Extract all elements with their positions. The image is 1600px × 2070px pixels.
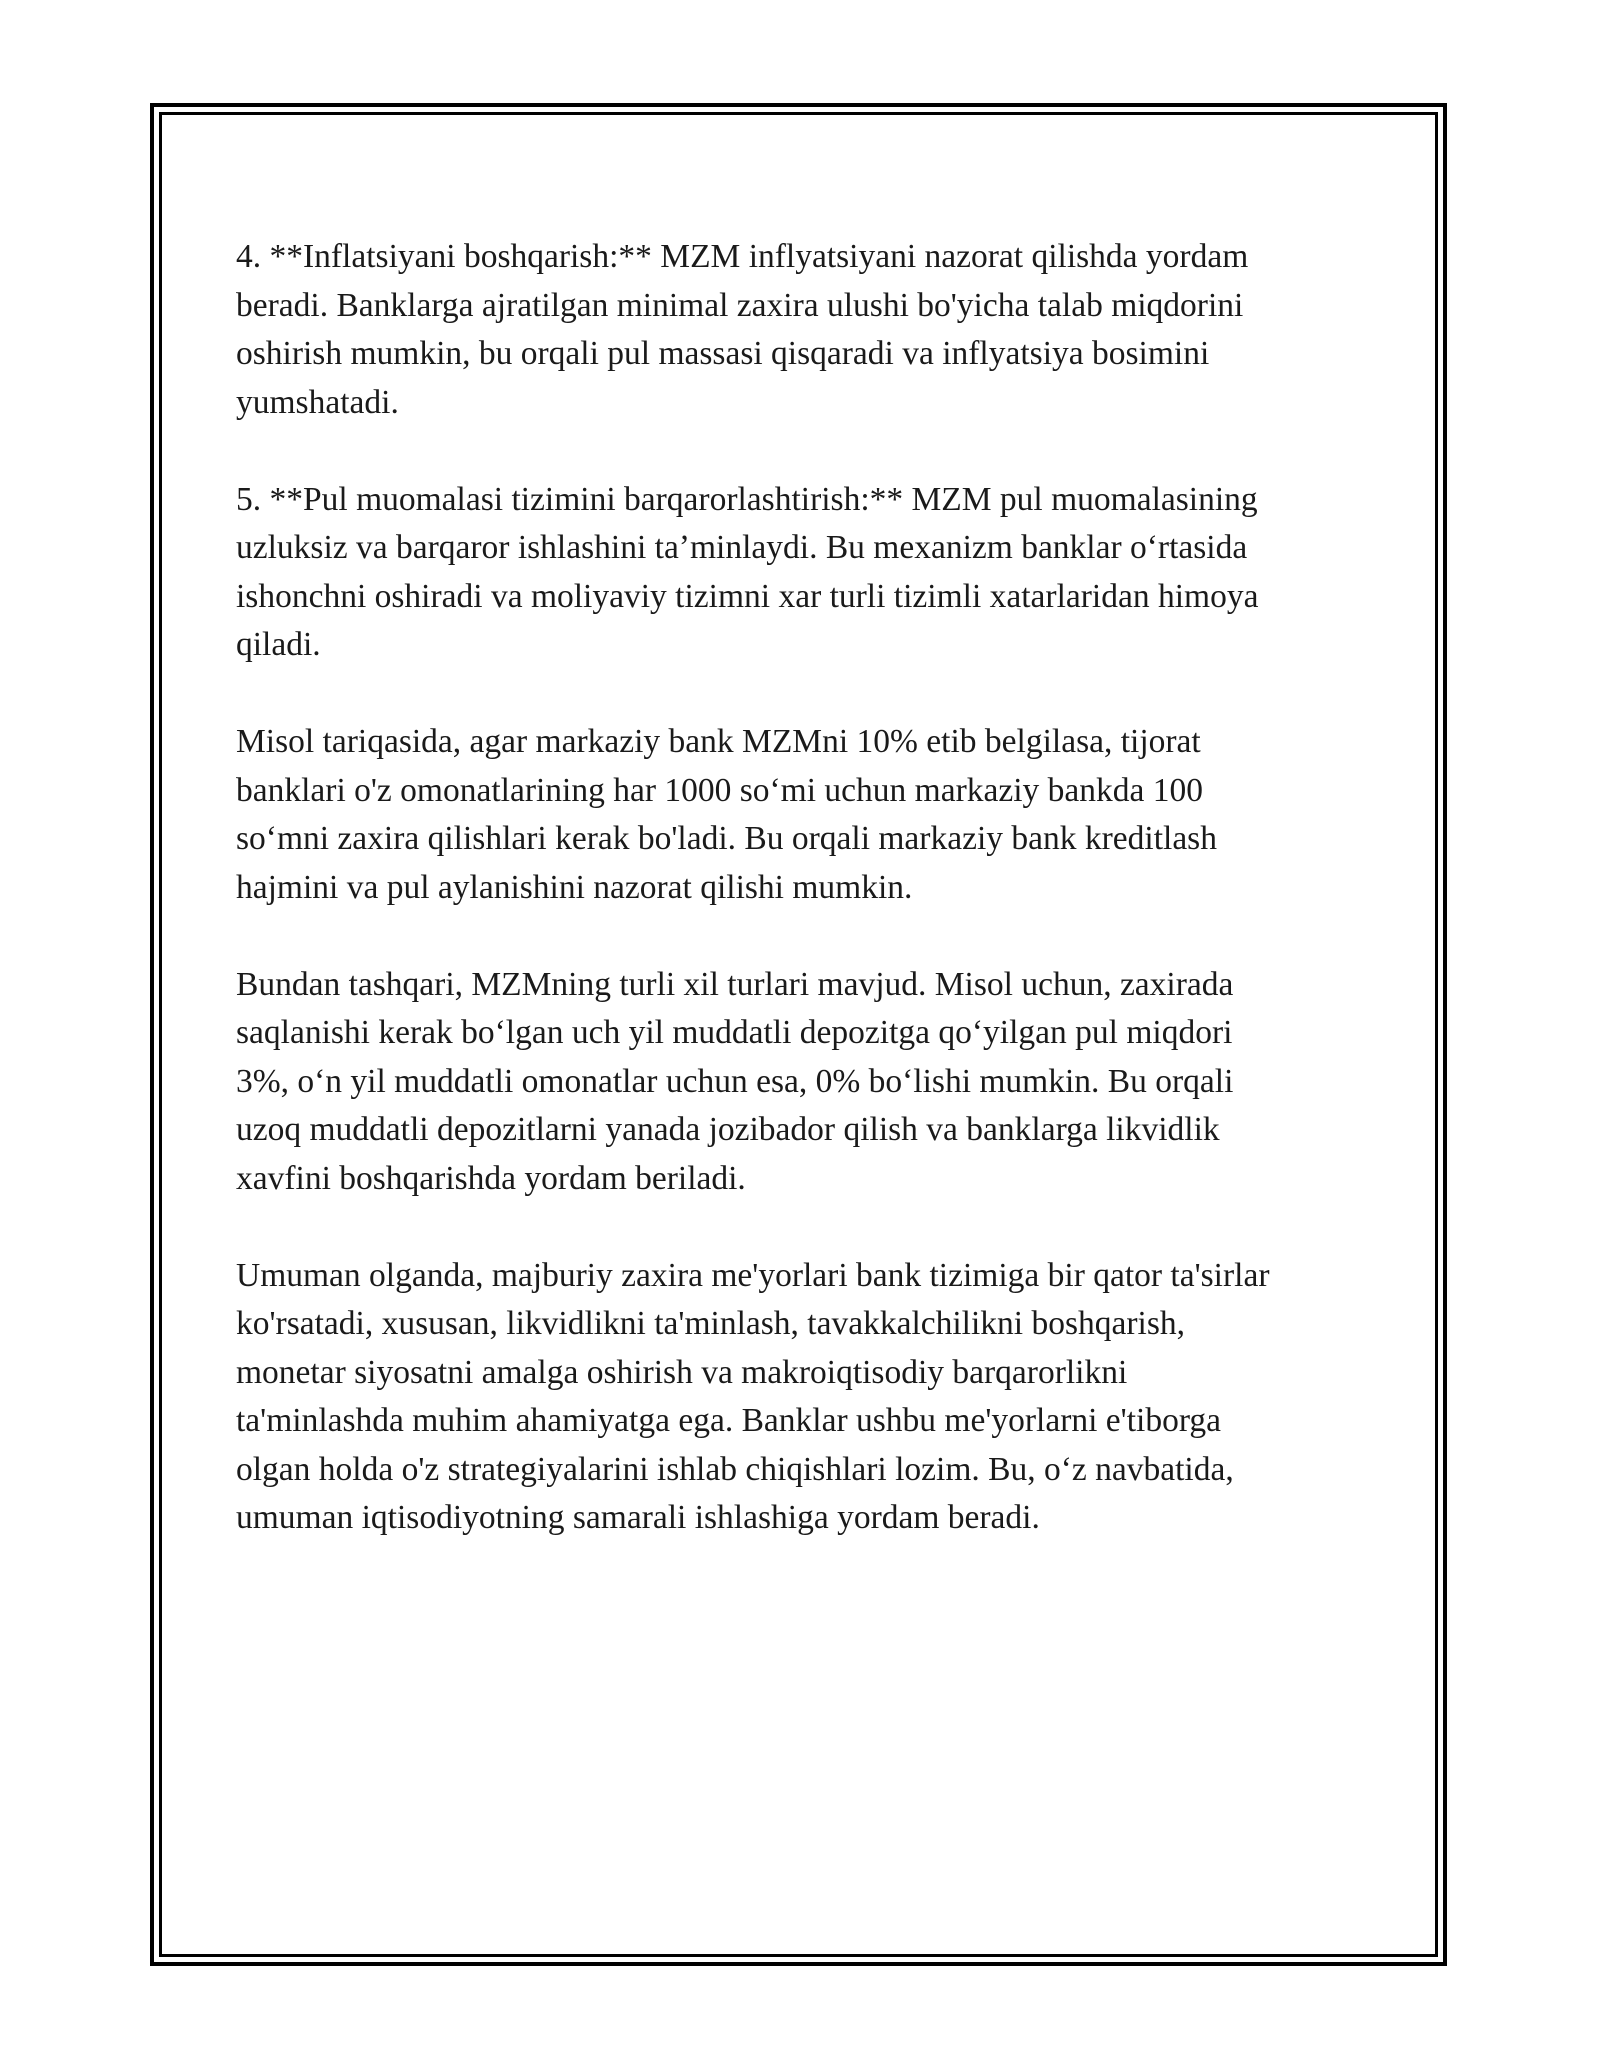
paragraph-inflation-management: 4. **Inflatsiyani boshqarish:** MZM inflyatsiyani nazorat qilishda yordam beradi. Banklarga ajratilgan minimal zaxira ulushi bo'yicha talab miqdorini oshirish mumkin, bu orqali pul massasi qisqaradi va inflyatsiya bosimini yumshatadi. [236,238,1249,421]
paragraph-reserve-types: Bundan tashqari, MZMning turli xil turlari mavjud. Misol uchun, zaxirada saqlanishi kerak boʻlgan uch yil muddatli depozitga qoʻyilgan pul miqdori 3%, oʻn yil muddatli omonatlar uchun esa, 0% boʻlishi mumkin. Bu orqali uzoq muddatli depozitlarni yanada jozibador qilish va banklarga likvidlik xavfini boshqarishda yordam beriladi. [236,965,1234,1197]
paragraph-example: Misol tariqasida, agar markaziy bank MZMni 10% etib belgilasa, tijorat banklari o'z omonatlarining har 1000 soʻmi uchun markaziy bankda 100 soʻmni zaxira qilishlari kerak bo'ladi. Bu orqali markaziy bank kreditlash hajmini va pul aylanishini nazorat qilishi mumkin. [236,723,1217,906]
paragraph-money-circulation-stability: 5. **Pul muomalasi tizimini barqarorlashtirish:** MZM pul muomalasining uzluksiz va barqaror ishlashini taʼminlaydi. Bu mexanizm banklar oʻrtasida ishonchni oshiradi va moliyaviy tizimni xar turli tizimli xatarlaridan himoya qiladi. [236,480,1259,663]
paragraph-conclusion: Umuman olganda, majburiy zaxira me'yorlari bank tizimiga bir qator ta'sirlar ko'rsatadi, xususan, likvidlikni ta'minlash, tavakkalchilikni boshqarish, monetar siyosatni amalga oshirish va makroiqtisodiy barqarorlikni ta'minlashda muhim ahamiyatga ega. Banklar ushbu me'yorlarni e'tiborga olgan holda o'z strategiyalarini ishlab chiqishlari lozim. Bu, oʻz navbatida, umuman iqtisodiyotning samarali ishlashiga yordam beradi. [236,1256,1270,1536]
document-body [236,233,1376,1543]
